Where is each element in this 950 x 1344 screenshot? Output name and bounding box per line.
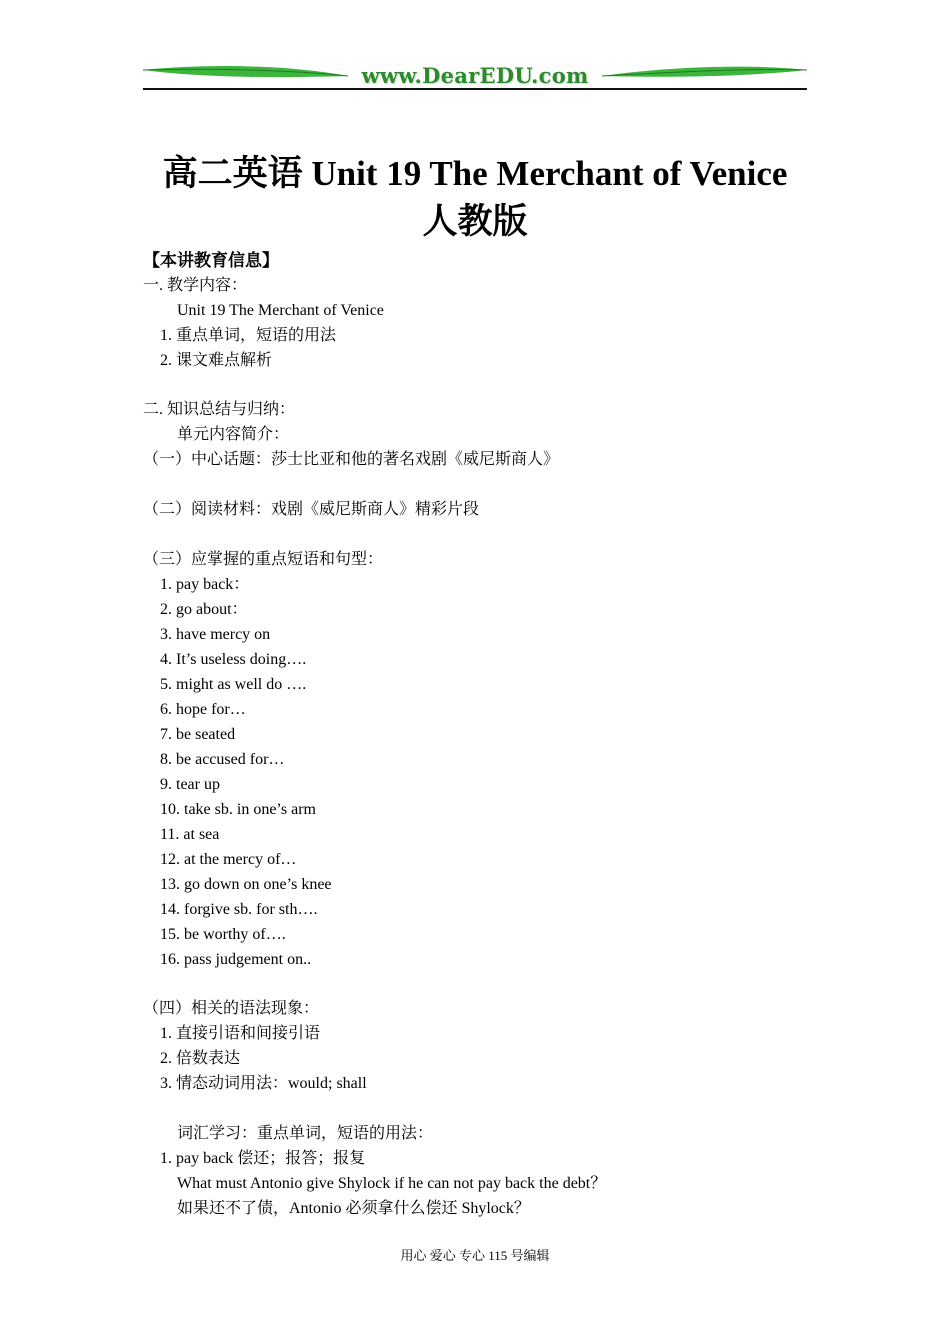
summary-intro: 单元内容简介：	[177, 426, 290, 443]
summary-topic: （一）中心话题：莎士比亚和他的著名戏剧《威尼斯商人》	[143, 451, 560, 468]
summary-heading: 二. 知识总结与归纳：	[143, 401, 296, 418]
teaching-content-item: 1. 重点单词，短语的用法	[160, 327, 337, 344]
phrase-item: 16. pass judgement on..	[160, 951, 312, 968]
phrase-item: 7. be seated	[160, 726, 236, 743]
teaching-content-unit: Unit 19 The Merchant of Venice	[177, 302, 384, 319]
phrases-heading: （三）应掌握的重点短语和句型：	[143, 551, 384, 568]
phrase-item: 9. tear up	[160, 776, 220, 793]
page-title	[143, 150, 807, 246]
page-footer: 用心 爱心 专心 115 号编辑	[400, 1248, 550, 1263]
phrase-item: 15. be worthy of….	[160, 926, 286, 943]
phrase-item: 14. forgive sb. for sth….	[160, 901, 318, 918]
vocabulary-example-zh: 如果还不了债，Antonio 必须拿什么偿还 Shylock？	[177, 1200, 530, 1217]
phrase-item: 10. take sb. in one’s arm	[160, 801, 316, 818]
phrase-item: 12. at the mercy of…	[160, 851, 297, 868]
phrase-item: 5. might as well do ….	[160, 676, 307, 693]
phrase-item: 8. be accused for…	[160, 751, 285, 768]
vocabulary-example-en: What must Antonio give Shylock if he can not pay back the debt？	[177, 1175, 607, 1192]
page-title-line-2: 人教版	[422, 202, 528, 241]
phrase-item: 1. pay back：	[160, 576, 250, 593]
teaching-content-item: 2. 课文难点解析	[160, 352, 273, 369]
summary-reading: （二）阅读材料：戏剧《威尼斯商人》精彩片段	[143, 501, 480, 518]
grammar-item: 1. 直接引语和间接引语	[160, 1025, 321, 1042]
vocabulary-heading: 词汇学习：重点单词，短语的用法：	[177, 1125, 434, 1142]
vocabulary-item: 1. pay back 偿还；报答；报复	[160, 1150, 366, 1167]
phrase-item: 6. hope for…	[160, 701, 246, 718]
phrase-item: 3. have mercy on	[160, 626, 271, 643]
section-info-heading: 【本讲教育信息】	[143, 251, 279, 270]
site-logo: www.DearEDU.com	[361, 63, 589, 88]
grammar-item: 2. 倍数表达	[160, 1050, 241, 1067]
page-title-line-1: 高二英语 Unit 19 The Merchant of Venice	[162, 154, 788, 193]
grammar-item: 3. 情态动词用法：would; shall	[160, 1075, 367, 1092]
grammar-heading: （四）相关的语法现象：	[143, 1000, 320, 1017]
phrase-item: 4. It’s useless doing….	[160, 651, 307, 668]
header-banner	[143, 62, 807, 92]
phrase-item: 11. at sea	[160, 826, 220, 843]
phrase-item: 2. go about：	[160, 601, 248, 618]
phrase-item: 13. go down on one’s knee	[160, 876, 332, 893]
header-rule	[143, 88, 807, 90]
teaching-content-heading: 一. 教学内容：	[143, 277, 248, 294]
